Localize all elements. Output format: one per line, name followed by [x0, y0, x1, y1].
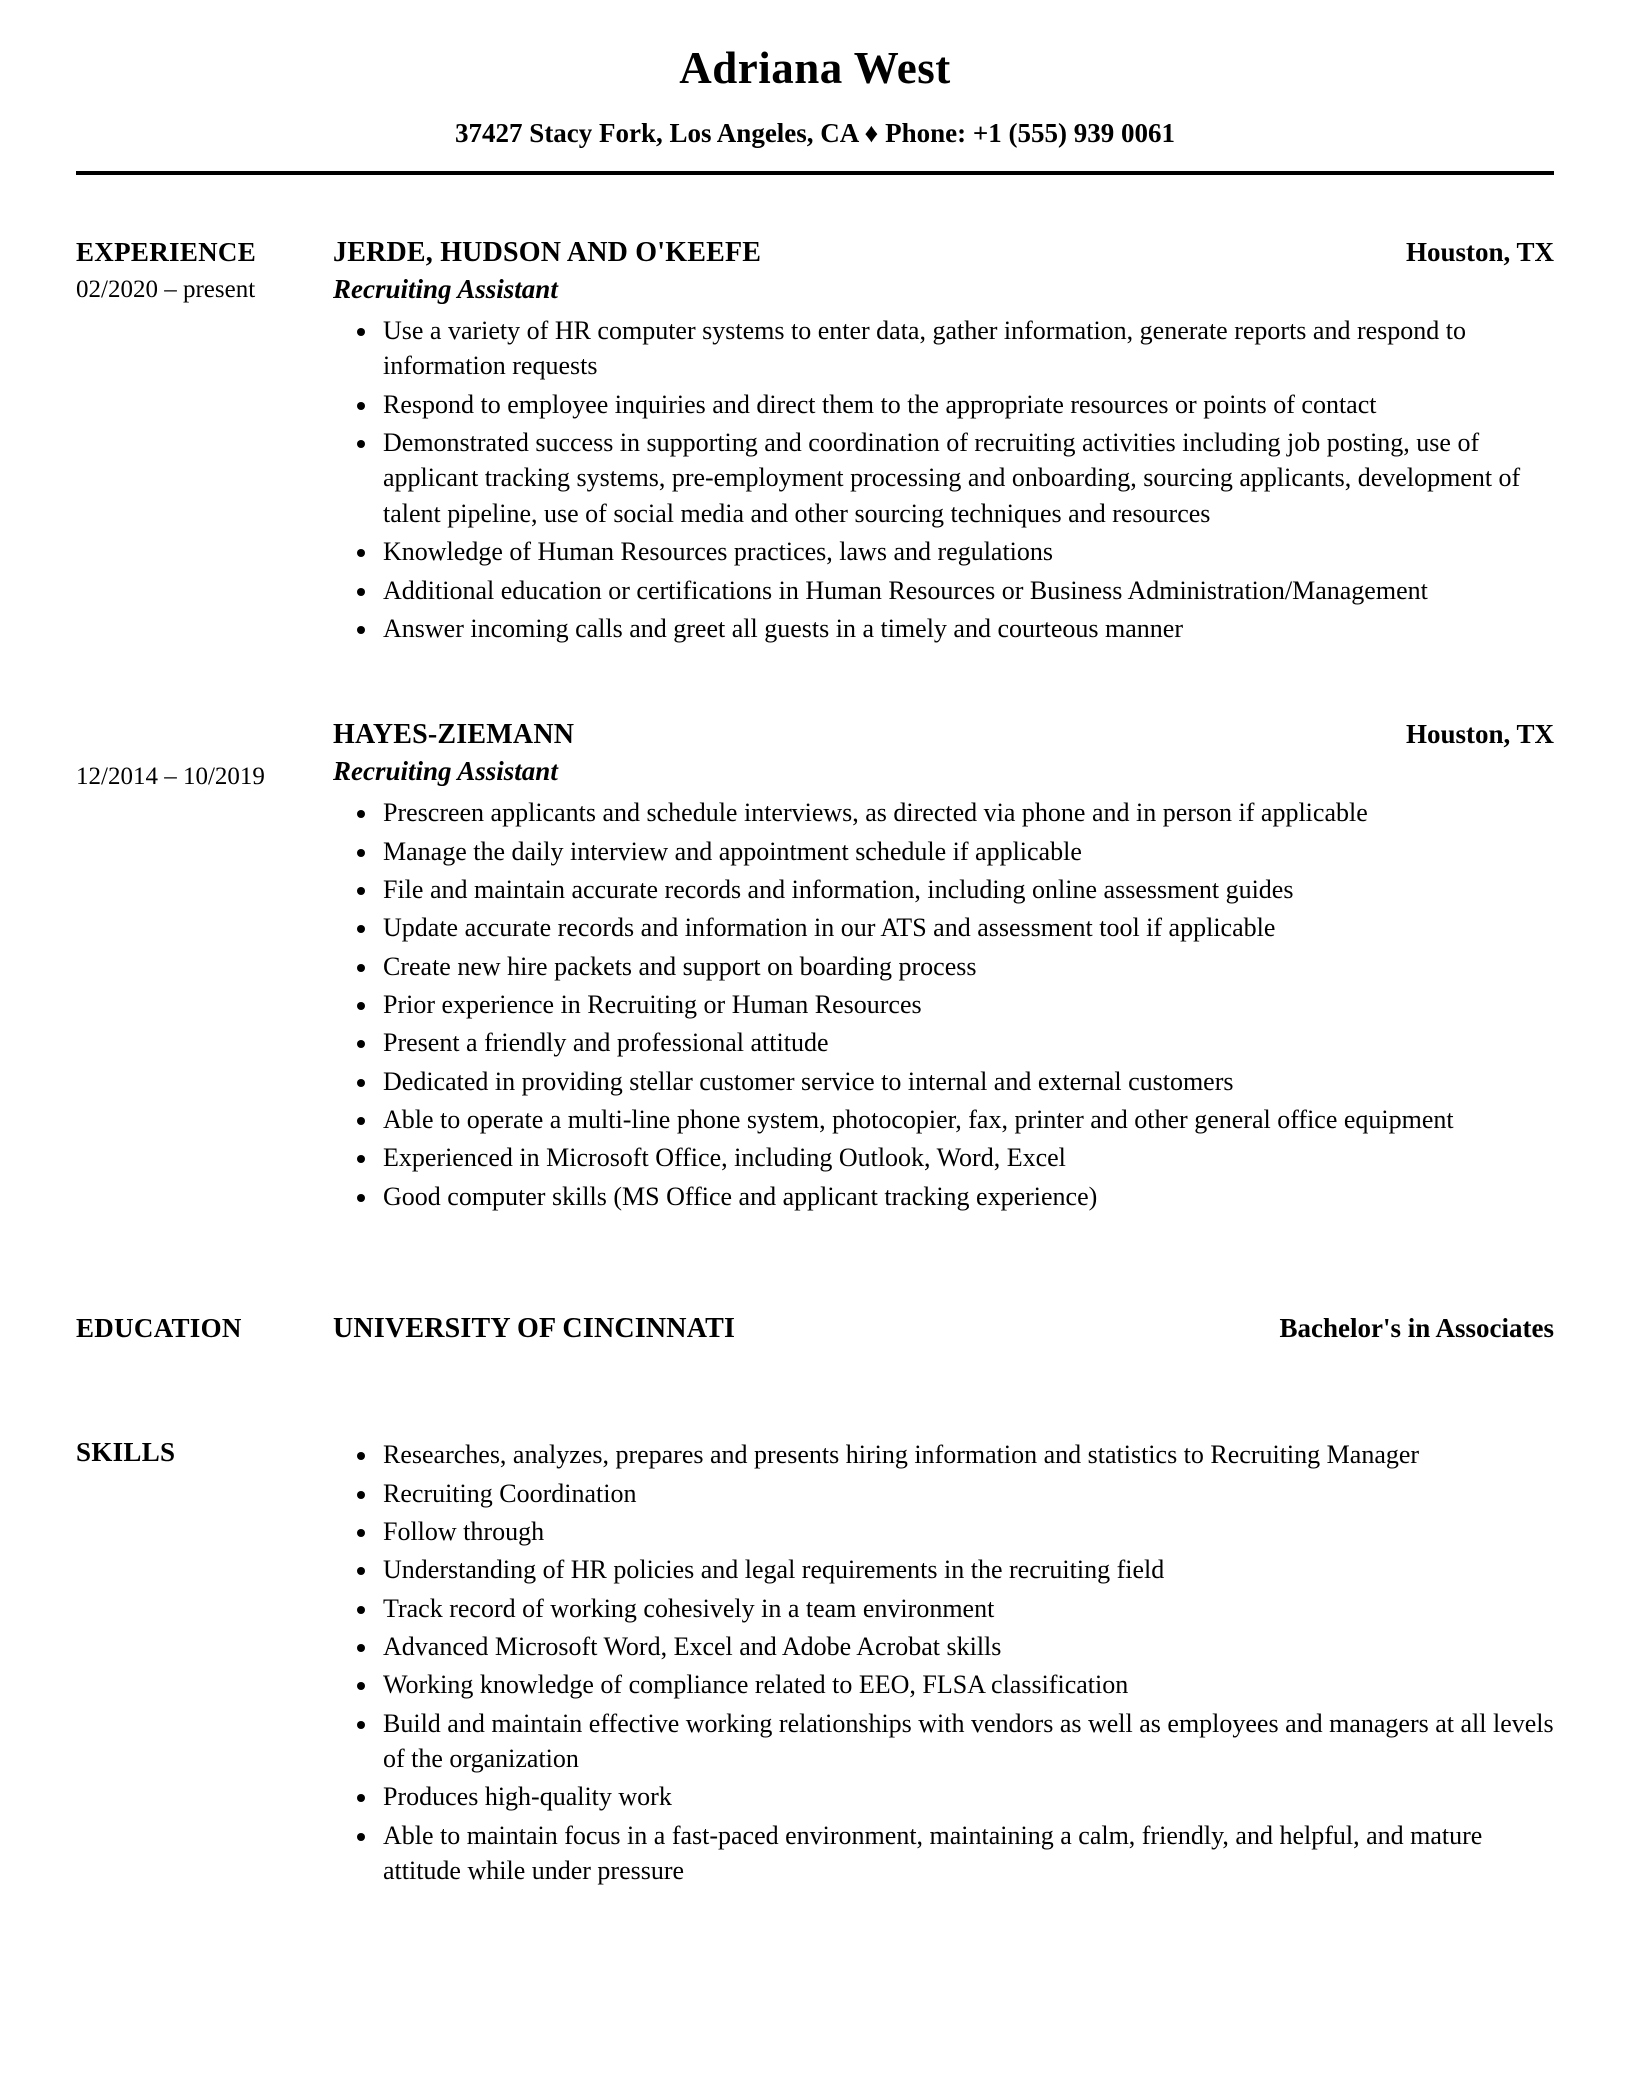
job-1-header: [333, 237, 1554, 269]
job-2-dates: 12/2014 – 10/2019: [76, 763, 265, 791]
job-2-title: Recruiting Assistant: [333, 756, 558, 787]
bullet-item: • Manage the daily interview and appointment schedule if applicable: [379, 834, 1554, 869]
experience-side-column: [76, 237, 333, 304]
bullet-item: • Create new hire packets and support on boarding process: [379, 949, 1554, 984]
bullet-item: • Follow through: [379, 1514, 1554, 1549]
bullet-item: • Produces high-quality work: [379, 1779, 1554, 1814]
bullet-item: • Able to maintain focus in a fast-paced environment, maintaining a calm, friendly, and helpful, and mature attitude while under pressure: [379, 1818, 1554, 1889]
job-2-content: [333, 719, 1554, 1217]
bullet-item: • Additional education or certifications in Human Resources or Business Administration/Management: [379, 573, 1554, 608]
skills-bullets: [333, 1437, 1554, 1888]
education-section-label: EDUCATION: [76, 1313, 242, 1344]
bullet-item: • Recruiting Coordination: [379, 1476, 1554, 1511]
job-1-bullets: [333, 313, 1554, 646]
job-1-dates: 02/2020 – present: [76, 276, 256, 303]
job-2-company: HAYES-ZIEMANN: [333, 719, 575, 751]
bullet-item: • Present a friendly and professional attitude: [379, 1025, 1554, 1060]
bullet-item: • Demonstrated success in supporting and coordination of recruiting activities including job posting, use of applicant tracking systems, pre-employment processing and onboarding, sourcing applicants, development of talent pipeline, use of social media and other sourcing techniques and resources: [379, 425, 1554, 531]
education-content: [333, 1313, 1554, 1345]
bullet-item: • Update accurate records and information in our ATS and assessment tool if applicable: [379, 910, 1554, 945]
job-1-content: [333, 237, 1554, 649]
bullet-item: • Working knowledge of compliance related to EEO, FLSA classification: [379, 1667, 1554, 1702]
bullet-item: • Prior experience in Recruiting or Human Resources: [379, 987, 1554, 1022]
job-1-location: Houston, TX: [1405, 237, 1554, 267]
bullet-item: • Use a variety of HR computer systems to enter data, gather information, generate reports and respond to information requests: [379, 313, 1554, 384]
candidate-name: Adriana West: [679, 43, 951, 93]
resume-header: [76, 42, 1554, 175]
bullet-item: • Good computer skills (MS Office and applicant tracking experience): [379, 1179, 1554, 1214]
bullet-item: • Experienced in Microsoft Office, including Outlook, Word, Excel: [379, 1140, 1554, 1175]
bullet-item: • Able to operate a multi-line phone system, photocopier, fax, printer and other general office equipment: [379, 1102, 1554, 1137]
experience-job-1: [76, 237, 1554, 649]
bullet-item: • Understanding of HR policies and legal requirements in the recruiting field: [379, 1552, 1554, 1587]
bullet-item: • Track record of working cohesively in a team environment: [379, 1591, 1554, 1626]
education-section: [76, 1313, 1554, 1345]
bullet-item: • Answer incoming calls and greet all guests in a timely and courteous manner: [379, 611, 1554, 646]
job-1-title: Recruiting Assistant: [333, 274, 558, 304]
experience-section-label: EXPERIENCE: [76, 237, 257, 267]
education-school: UNIVERSITY OF CINCINNATI: [333, 1313, 736, 1345]
job-2-side-column: [76, 719, 333, 791]
bullet-item: • Researches, analyzes, prepares and presents hiring information and statistics to Recruiting Manager: [379, 1437, 1554, 1472]
skills-section-label: SKILLS: [76, 1437, 176, 1468]
education-degree: Bachelor's in Associates: [1279, 1313, 1554, 1344]
bullet-item: • Knowledge of Human Resources practices, laws and regulations: [379, 534, 1554, 569]
bullet-item: • Prescreen applicants and schedule interviews, as directed via phone and in person if applicable: [379, 795, 1554, 830]
job-2-header: [333, 719, 1554, 751]
bullet-item: • Dedicated in providing stellar customer service to internal and external customers: [379, 1064, 1554, 1099]
experience-job-2: [76, 719, 1554, 1217]
skills-section: [76, 1437, 1554, 1891]
bullet-item: • Respond to employee inquiries and direct them to the appropriate resources or points of contact: [379, 387, 1554, 422]
job-1-company: JERDE, HUDSON AND O'KEEFE: [333, 237, 762, 268]
bullet-item: • Build and maintain effective working relationships with vendors as well as employees and managers at all levels of the organization: [379, 1706, 1554, 1777]
bullet-item: • File and maintain accurate records and information, including online assessment guides: [379, 872, 1554, 907]
job-2-location: Houston, TX: [1405, 719, 1554, 750]
skills-content: [333, 1437, 1554, 1891]
job-2-bullets: [333, 795, 1554, 1214]
contact-line: 37427 Stacy Fork, Los Angeles, CA ♦ Phone: +1 (555) 939 0061: [455, 118, 1175, 148]
bullet-item: • Advanced Microsoft Word, Excel and Adobe Acrobat skills: [379, 1629, 1554, 1664]
